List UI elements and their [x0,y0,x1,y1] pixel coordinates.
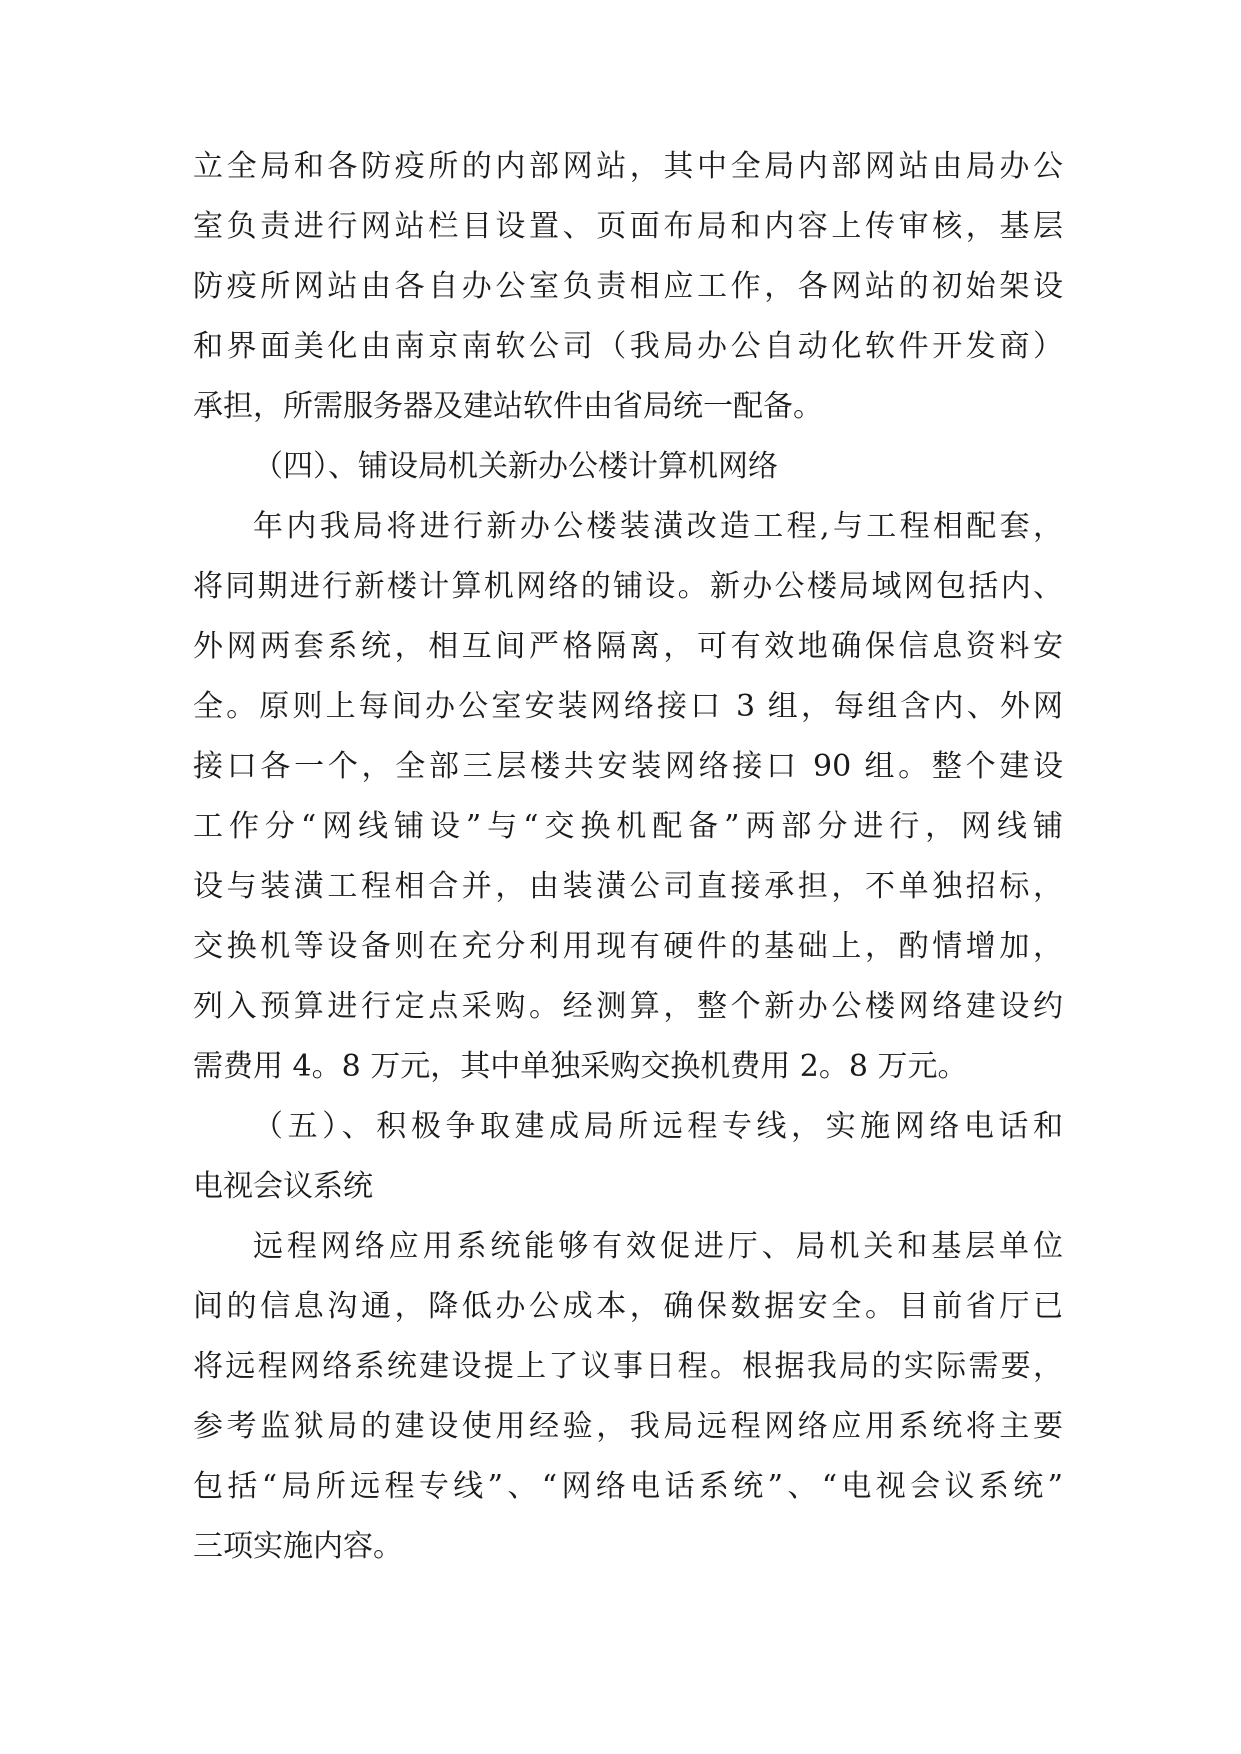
text-line: 室负责进行网站栏目设置、页面布局和内容上传审核，基层 [193,209,1063,244]
text-line: 需费用 4。8 万元，其中单独采购交换机费用 2。8 万元。 [193,1049,968,1084]
text-line: 包括“局所远程专线”、“网络电话系统”、“电视会议系统” [193,1469,1063,1504]
text-line: 将远程网络系统建设提上了议事日程。根据我局的实际需要， [193,1349,1063,1384]
text-line: 将同期进行新楼计算机网络的铺设。新办公楼局域网包括内、 [193,569,1063,604]
text-line: 全。原则上每间办公室安装网络接口 3 组，每组含内、外网 [193,689,1063,724]
text-line: 接口各一个，全部三层楼共安装网络接口 90 组。整个建设 [193,749,1063,784]
text-line: 间的信息沟通，降低办公成本，确保数据安全。目前省厅已 [193,1289,1063,1324]
text-line: 远程网络应用系统能够有效促进厅、局机关和基层单位 [253,1229,1063,1264]
text-line: 年内我局将进行新办公楼装潢改造工程,与工程相配套， [253,509,1063,544]
section-heading: （四）、铺设局机关新办公楼计算机网络 [253,449,778,484]
text-line: 列入预算进行定点采购。经测算，整个新办公楼网络建设约 [193,989,1063,1024]
text-line: 三项实施内容。 [193,1529,403,1564]
section-heading: （五）、积极争取建成局所远程专线，实施网络电话和 [253,1109,1063,1144]
text-line: 工作分“网线铺设”与“交换机配备”两部分进行，网线铺 [193,809,1063,844]
text-line: 和界面美化由南京南软公司（我局办公自动化软件开发商） [193,329,1063,364]
section-heading-continued: 电视会议系统 [193,1169,373,1204]
text-line: 设与装潢工程相合并，由装潢公司直接承担，不单独招标， [193,869,1063,904]
text-line: 防疫所网站由各自办公室负责相应工作，各网站的初始架设 [193,269,1063,304]
text-line: 立全局和各防疫所的内部网站，其中全局内部网站由局办公 [193,149,1063,184]
text-line: 交换机等设备则在充分利用现有硬件的基础上，酌情增加， [193,929,1063,964]
text-line: 外网两套系统，相互间严格隔离，可有效地确保信息资料安 [193,629,1063,664]
text-line: 承担，所需服务器及建站软件由省局统一配备。 [193,389,823,424]
text-line: 参考监狱局的建设使用经验，我局远程网络应用系统将主要 [193,1409,1063,1444]
